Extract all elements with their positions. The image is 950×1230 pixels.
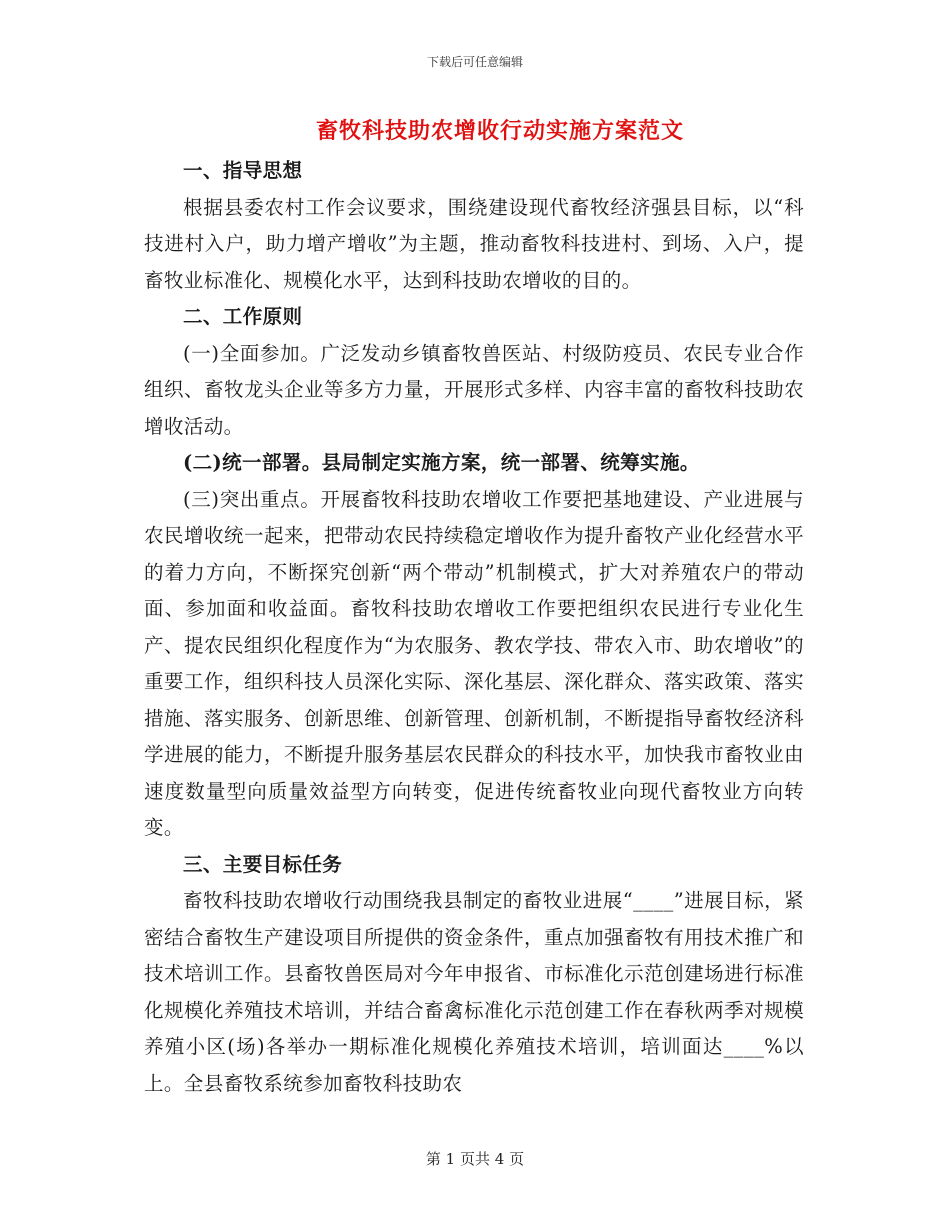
paragraph-guiding-thought: 根据县委农村工作会议要求，围绕建设现代畜牧经济强县目标，以“科技进村入户，助力增产增收”为主题，推动畜牧科技进村、到场、入户，提畜牧业标准化、规模化水平，达到科技助农增收的目的。 xyxy=(144,195,804,292)
paragraph-principle-1: (一)全面参加。广泛发动乡镇畜牧兽医站、村级防疫员、农民专业合作组织、畜牧龙头企业等多方力量，开展形式多样、内容丰富的畜牧科技助农增收活动。 xyxy=(144,341,804,438)
document-body xyxy=(144,153,804,1102)
document-title: 畜牧科技助农增收行动实施方案范文 xyxy=(315,118,684,144)
paragraph-principle-3: (三)突出重点。开展畜牧科技助农增收工作要把基地建设、产业进展与农民增收统一起来，把带动农民持续稳定增收作为提升畜牧产业化经营水平的着力方向，不断探究创新“两个带动”机制模式，扩大对养殖农户的带动面、参加面和收益面。畜牧科技助农增收工作要把组织农民进行专业化生产、提农民组织化程度作为“为农服务、教农学技、带农入市、助农增收”的重要工作，组织科技人员深化实际、深化基层、深化群众、落实政策、落实措施、落实服务、创新思维、创新管理、创新机制，不断提指导畜牧经济科学进展的能力，不断提升服务基层农民群众的科技水平，加快我市畜牧业由速度数量型向质量效益型方向转变，促进传统畜牧业向现代畜牧业方向转变。 xyxy=(144,487,804,839)
section-heading-work-principles: 二、工作原则 xyxy=(183,305,303,328)
paragraph-principle-2: (二)统一部署。县局制定实施方案，统一部署、统筹实施。 xyxy=(183,451,700,474)
section-heading-guiding-thought: 一、指导思想 xyxy=(183,159,303,182)
page-footer: 第 1 页共 4 页 xyxy=(425,1150,525,1168)
section-heading-main-goals: 三、主要目标任务 xyxy=(183,852,343,876)
header-note: 下载后可任意编辑 xyxy=(426,55,523,69)
paragraph-main-goals: 畜牧科技助农增收行动围绕我县制定的畜牧业进展“____”进展目标，紧密结合畜牧生产建设项目所提供的资金条件，重点加强畜牧有用技术推广和技术培训工作。县畜牧兽医局对今年申报省、市标准化示范创建场进行标准化规模化养殖技术培训，并结合畜禽标准化示范创建工作在春秋两季对规模养殖小区(场)各举办一期标准化规模化养殖技术培训，培训面达____%以上。全县畜牧系统参加畜牧科技助农 xyxy=(144,889,804,1095)
